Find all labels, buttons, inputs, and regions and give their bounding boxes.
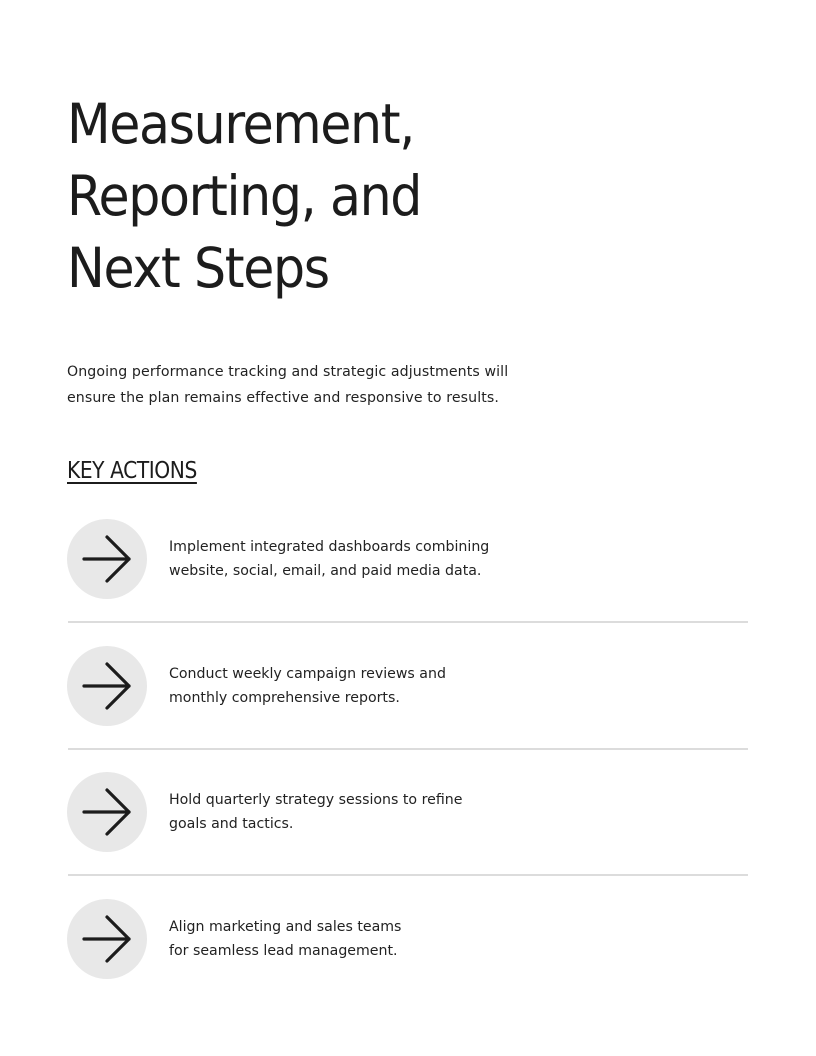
arrow-right-icon — [81, 786, 133, 838]
key-action-item — [67, 646, 748, 773]
key-action-line: for seamless lead management. — [169, 941, 398, 959]
key-actions-heading: KEY ACTIONS — [67, 458, 197, 484]
intro-line: Ongoing performance tracking and strategic adjustments will — [67, 363, 509, 380]
title-line: Measurement, — [67, 92, 414, 156]
arrow-icon-circle — [67, 519, 147, 599]
arrow-right-icon — [81, 533, 133, 585]
key-actions-list — [67, 519, 748, 1025]
arrow-icon-circle — [67, 772, 147, 852]
key-action-line: goals and tactics. — [169, 815, 294, 832]
key-action-text — [169, 662, 446, 710]
arrow-icon-circle — [67, 646, 147, 726]
key-action-line: Conduct weekly campaign reviews and — [169, 664, 446, 682]
divider — [68, 748, 748, 750]
key-action-item — [67, 899, 748, 1026]
page-title — [67, 88, 421, 304]
arrow-right-icon — [81, 660, 133, 712]
divider — [68, 874, 748, 876]
key-action-text — [169, 788, 462, 836]
intro-line: ensure the plan remains effective and responsive to results. — [67, 389, 499, 406]
intro-paragraph — [67, 359, 571, 411]
key-action-line: Hold quarterly strategy sessions to refine — [169, 791, 463, 808]
key-action-line: monthly comprehensive reports. — [169, 688, 400, 706]
title-line: Next Steps — [67, 236, 329, 300]
key-action-line: Implement integrated dashboards combining — [169, 538, 490, 555]
arrow-icon-circle — [67, 899, 147, 979]
key-action-text — [169, 535, 489, 583]
key-action-line: website, social, email, and paid media data. — [169, 562, 482, 579]
key-action-item — [67, 772, 748, 899]
title-line: Reporting, and — [67, 164, 422, 228]
arrow-right-icon — [81, 913, 133, 965]
key-action-line: Align marketing and sales teams — [169, 917, 402, 935]
divider — [68, 621, 748, 623]
key-action-text — [169, 915, 401, 963]
key-action-item — [67, 519, 748, 646]
